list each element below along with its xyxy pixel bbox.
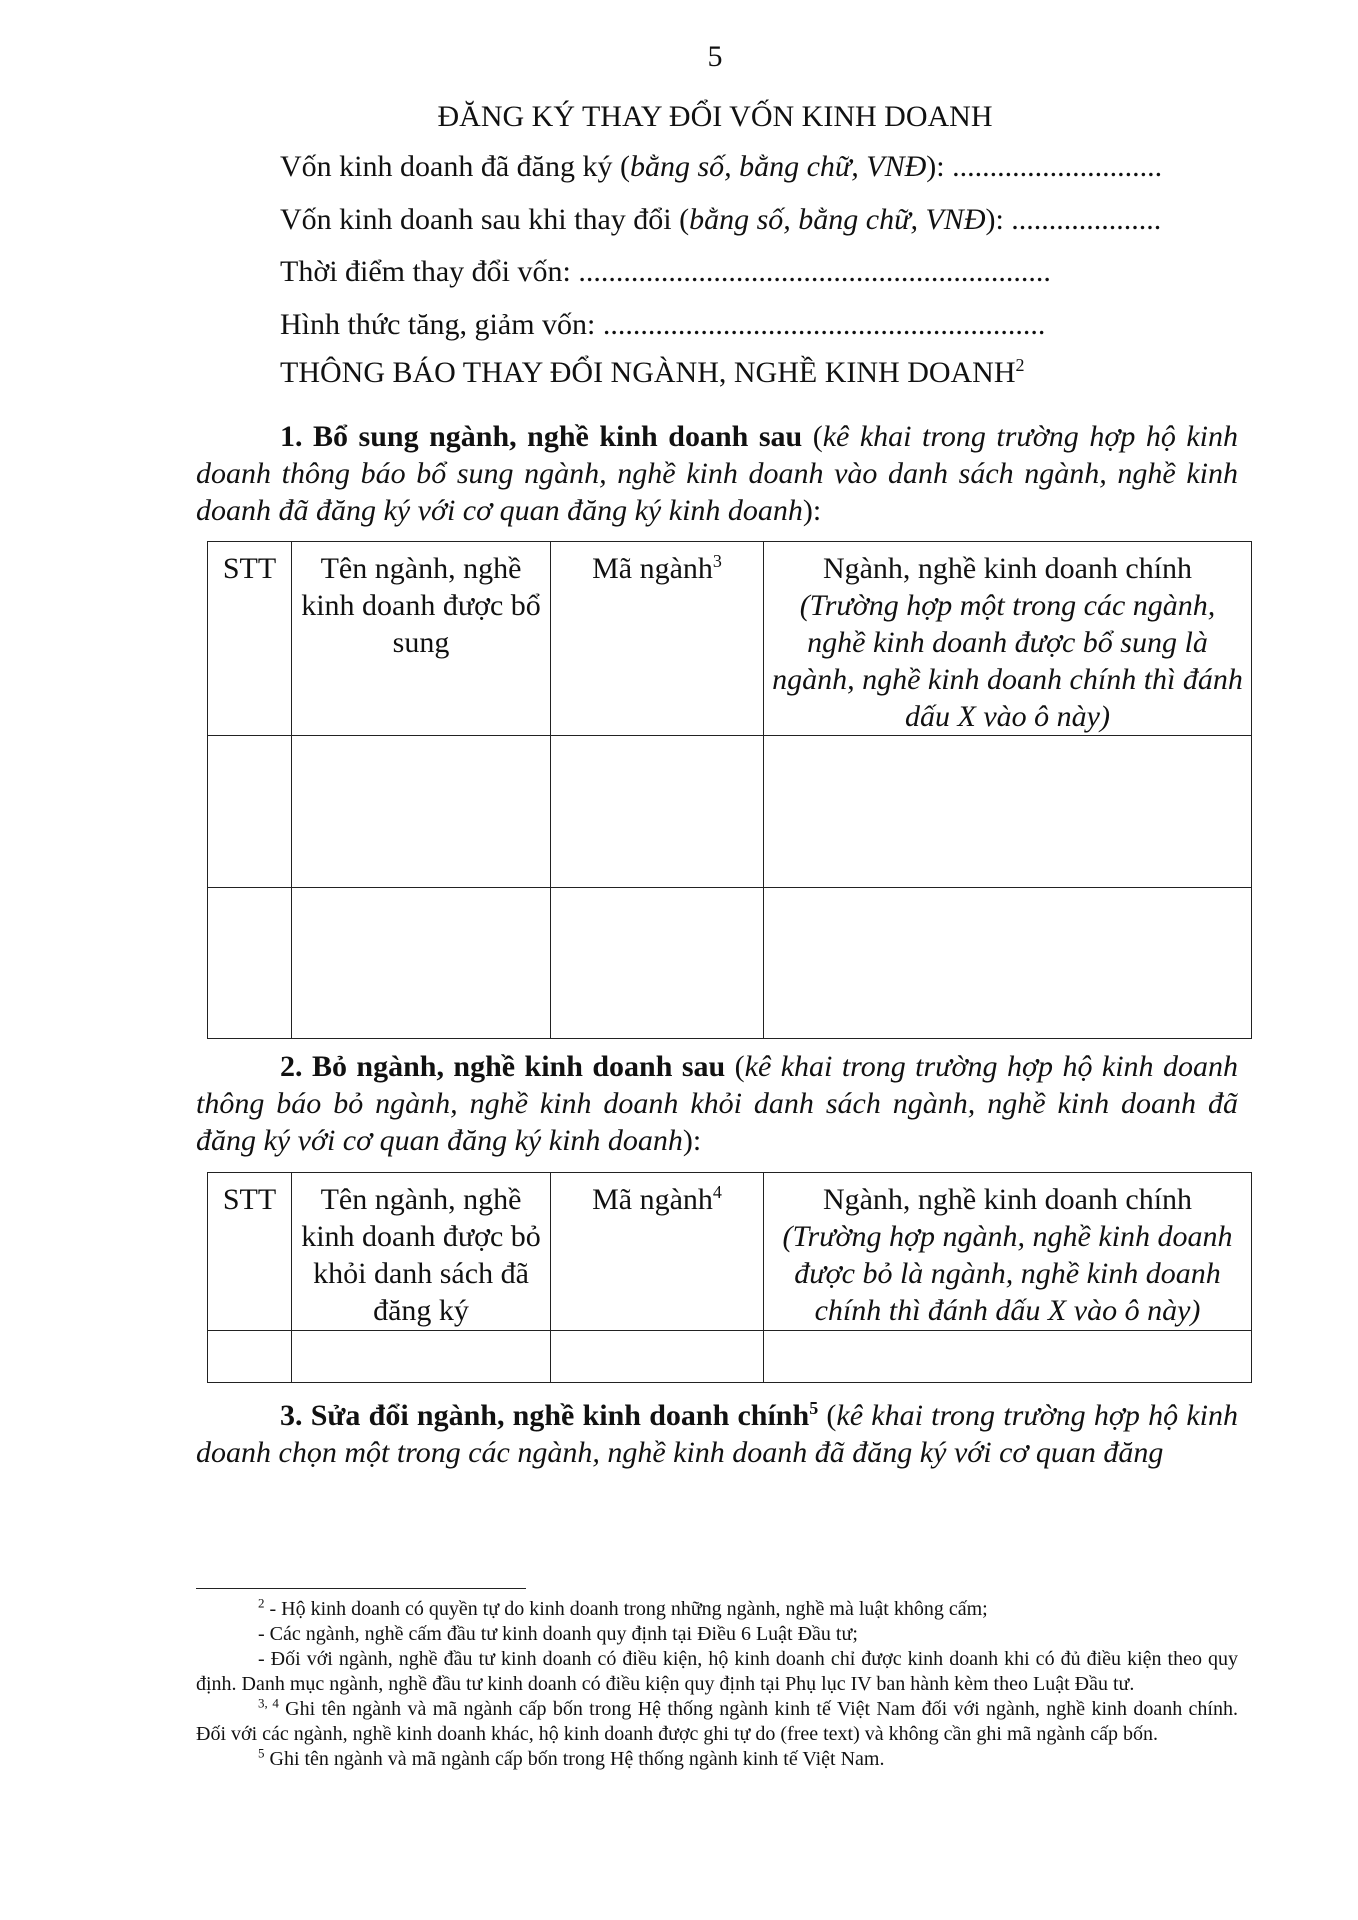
header-main-industry	[764, 1173, 1252, 1331]
section2-open-paren: (	[725, 1050, 745, 1083]
header-stt: STT	[208, 542, 292, 736]
cell-industry-name[interactable]	[292, 736, 551, 888]
footnote-2b: - Các ngành, nghề cấm đầu tư kinh doanh quy định tại Điều 6 Luật Đầu tư;	[258, 1623, 858, 1645]
section3-paragraph	[196, 1397, 1238, 1471]
changed-capital-label: Vốn kinh doanh sau khi thay đổi (	[280, 203, 690, 236]
registered-capital-dots: ): ............................	[926, 150, 1163, 183]
cell-stt[interactable]	[208, 888, 292, 1039]
section1-paragraph	[196, 418, 1238, 529]
footnote-ref-4: 4	[712, 1182, 722, 1202]
cell-main-industry-mark[interactable]	[764, 888, 1252, 1039]
removed-industries-table	[207, 1172, 1252, 1383]
header-main-industry-text: Ngành, nghề kinh doanh chính	[822, 1183, 1193, 1216]
industry-title-text: THÔNG BÁO THAY ĐỔI NGÀNH, NGHỀ KINH DOANH	[280, 356, 1016, 389]
footnote-3-4-text: Ghi tên ngành và mã ngành cấp bốn trong Hệ thống ngành kinh tế Việt Nam đối với ngành, nghề kinh doanh chính. Đối với các ngành, nghề kinh doanh khác, hộ kinh doanh được ghi tự do (free text) và không cần ghi mã ngành cấp bốn.	[196, 1698, 1238, 1745]
capital-change-form-line: Hình thức tăng, giảm vốn: ...........................................................	[280, 308, 1046, 341]
changed-capital-line	[280, 203, 1161, 237]
cell-industry-code[interactable]	[551, 1331, 764, 1383]
footnote-3-4	[196, 1697, 1238, 1747]
footnote-5-marker: 5	[258, 1745, 265, 1761]
section1-note: kê khai trong trường hợp hộ kinh doanh thông báo bổ sung ngành, nghề kinh doanh vào danh sách ngành, nghề kinh doanh đã đăng ký với cơ quan đăng ký kinh doanh	[196, 420, 1238, 527]
added-industries-table	[207, 541, 1252, 1039]
registered-capital-label: Vốn kinh doanh đã đăng ký (	[280, 150, 630, 183]
header-industry-code	[551, 1173, 764, 1331]
cell-industry-name[interactable]	[292, 888, 551, 1039]
footnote-ref-2: 2	[1015, 355, 1025, 375]
header-industry-name: Tên ngành, nghề kinh doanh được bỏ khỏi danh sách đã đăng ký	[292, 1173, 551, 1331]
footnote-2a-text: - Hộ kinh doanh có quyền tự do kinh doanh trong những ngành, nghề mà luật không cấm;	[264, 1598, 988, 1620]
footnote-ref-3: 3	[712, 551, 722, 571]
cell-main-industry-mark[interactable]	[764, 736, 1252, 888]
section3-open-paren: (	[818, 1399, 837, 1432]
header-main-industry-text: Ngành, nghề kinh doanh chính	[822, 552, 1193, 585]
section1-heading: 1. Bổ sung ngành, nghề kinh doanh sau	[280, 420, 803, 453]
footnote-2a	[196, 1597, 1238, 1622]
page-number: 5	[707, 40, 723, 73]
footnote-separator	[196, 1588, 526, 1589]
table-row	[208, 888, 1252, 1039]
table-row	[208, 1331, 1252, 1383]
registered-capital-line	[280, 150, 1162, 184]
footnote-2c: - Đối với ngành, nghề đầu tư kinh doanh có điều kiện, hộ kinh doanh chỉ được kinh doanh khi có đủ điều kiện theo quy định. Danh mục ngành, nghề đầu tư kinh doanh có điều kiện quy định tại Phụ lục IV ban hành kèm theo Luật Đầu tư.	[196, 1648, 1238, 1695]
changed-capital-dots: ): ....................	[985, 203, 1162, 236]
header-industry-code	[551, 542, 764, 736]
footnote-2-marker: 2	[258, 1595, 265, 1611]
changed-capital-note: bằng số, bằng chữ, VNĐ	[689, 203, 986, 236]
capital-section-title: ĐĂNG KÝ THAY ĐỔI VỐN KINH DOANH	[437, 100, 993, 133]
header-main-industry	[764, 542, 1252, 736]
section2-paragraph	[196, 1048, 1238, 1159]
footnote-5-text: Ghi tên ngành và mã ngành cấp bốn trong Hệ thống ngành kinh tế Việt Nam.	[264, 1748, 885, 1770]
cell-stt[interactable]	[208, 736, 292, 888]
cell-industry-code[interactable]	[551, 888, 764, 1039]
header-industry-code-text: Mã ngành	[592, 552, 713, 585]
footnote-5	[196, 1747, 1238, 1772]
section1-close-paren: ):	[802, 494, 822, 527]
section2-heading: 2. Bỏ ngành, nghề kinh doanh sau	[280, 1050, 726, 1083]
table-row	[208, 736, 1252, 888]
section2-close-paren: ):	[682, 1124, 702, 1157]
cell-stt[interactable]	[208, 1331, 292, 1383]
footnote-3-4-marker: 3, 4	[258, 1695, 279, 1711]
section3-note: kê khai trong trường hợp hộ kinh doanh chọn một trong các ngành, nghề kinh doanh đã đăng ký với cơ quan đăng	[196, 1399, 1238, 1469]
footnote-ref-5: 5	[809, 1398, 819, 1418]
section3-heading: 3. Sửa đổi ngành, nghề kinh doanh chính	[280, 1399, 810, 1432]
header-main-industry-note: (Trường hợp ngành, nghề kinh doanh được bỏ là ngành, nghề kinh doanh chính thì đánh dấu X vào ô này)	[782, 1220, 1233, 1327]
header-industry-code-text: Mã ngành	[592, 1183, 713, 1216]
header-industry-name: Tên ngành, nghề kinh doanh được bổ sung	[292, 542, 551, 736]
industry-section-title	[280, 356, 1025, 390]
header-main-industry-note: (Trường hợp một trong các ngành, nghề kinh doanh được bổ sung là ngành, nghề kinh doanh chính thì đánh dấu X vào ô này)	[772, 589, 1243, 733]
header-stt: STT	[208, 1173, 292, 1331]
cell-industry-name[interactable]	[292, 1331, 551, 1383]
section1-open-paren: (	[802, 420, 823, 453]
capital-change-time-line: Thời điểm thay đổi vốn: ...............................................................	[280, 255, 1051, 288]
registered-capital-note: bằng số, bằng chữ, VNĐ	[629, 150, 927, 183]
cell-main-industry-mark[interactable]	[764, 1331, 1252, 1383]
footnotes	[196, 1597, 1238, 1772]
cell-industry-code[interactable]	[551, 736, 764, 888]
section2-note: kê khai trong trường hợp hộ kinh doanh thông báo bỏ ngành, nghề kinh doanh khỏi danh sách ngành, nghề kinh doanh đã đăng ký với cơ quan đăng ký kinh doanh	[196, 1050, 1238, 1157]
